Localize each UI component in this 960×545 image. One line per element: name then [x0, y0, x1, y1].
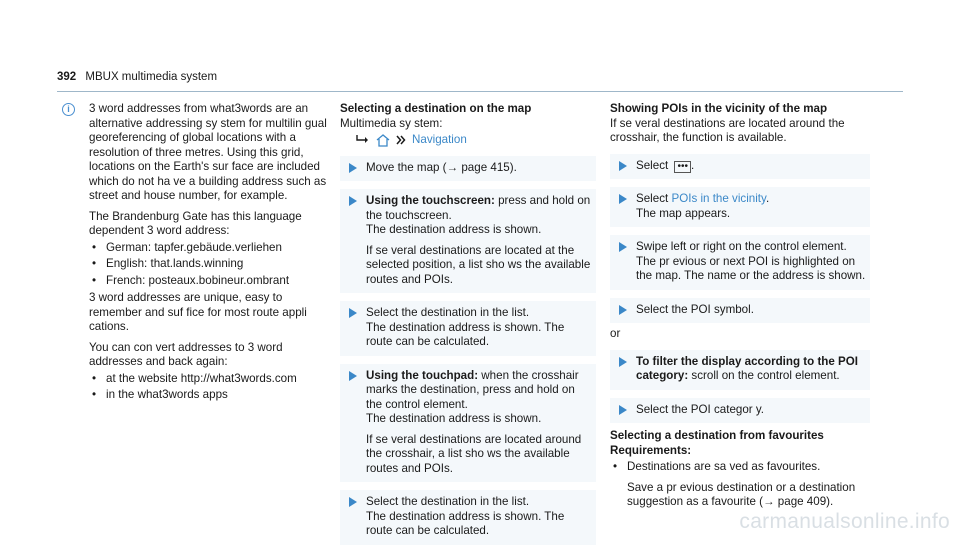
or-separator: or [610, 327, 621, 340]
step [340, 364, 596, 483]
section-subtitle: Multimedia sy stem: [340, 116, 443, 130]
step-extra: The destination address is shown. The route can be calculated. [366, 509, 565, 537]
header-rule [57, 91, 903, 92]
step-text: Select the destination in the list. [366, 495, 530, 508]
page-number: 392 [57, 71, 77, 83]
step-arrow-icon [346, 161, 360, 175]
step-select: Select [636, 192, 669, 205]
step-arrow-icon [616, 355, 630, 369]
list-item [610, 460, 870, 510]
address-list [89, 241, 327, 289]
step [610, 298, 870, 324]
step-bold: Using the touchscreen: [366, 194, 495, 207]
section-intro: If se veral destinations are located around the crosshair, the function is available. [610, 116, 845, 144]
step [610, 350, 870, 390]
step [340, 301, 596, 356]
step-text: Select ••• . [636, 158, 695, 172]
section-heading-2: Selecting a destination from favourites [610, 429, 824, 442]
step-text: Move the map (→ page 415). [366, 160, 517, 174]
step-text [366, 194, 592, 223]
info-note [62, 102, 327, 403]
section-heading: Showing POIs in the vicinity of the map [610, 102, 828, 115]
pois-in-vicinity-link[interactable]: POIs in the vicinity [671, 192, 766, 205]
step-extra: The destination address is shown. [366, 223, 542, 236]
step-arrow-icon [616, 403, 630, 417]
step-arrow-icon [346, 369, 360, 383]
step-bold: Using the touchpad: [366, 368, 479, 382]
step-extra: The pr evious or next POI is highlighted on the map. The name or the address is shown. [636, 254, 866, 282]
list-item: • French: posteaux.bobineur.ombrant [89, 274, 327, 289]
step-arrow-icon [616, 303, 630, 317]
step [610, 398, 870, 424]
note-text: 3 word addresses from what3words are an alternative addressing sy stem for multilin gual georeferencing of global locations with a resolution of three metres. Using this grid, locations on the Earth's sur face are included which do not ha ve a building address such as street and house number, for example. [89, 102, 327, 202]
home-icon [376, 134, 390, 147]
section-heading: Selecting a destination on the map [340, 102, 532, 115]
requirements-label: Requirements: [610, 443, 692, 457]
step [340, 189, 596, 293]
chevron-double-icon [396, 135, 406, 145]
requirements-list [610, 460, 870, 510]
navigation-link[interactable]: Navigation [412, 133, 467, 146]
path-arrow-icon [356, 135, 370, 145]
step-text [366, 369, 592, 413]
note-para-4: You can con vert addresses to 3 word addresses and back again: [89, 340, 283, 368]
note-para-3: 3 word addresses are unique, easy to remember and suf fice for most route appli cations. [89, 291, 307, 333]
requirement-text: Destinations are sa ved as favourites. [627, 460, 821, 473]
step-arrow-icon [346, 194, 360, 208]
step-extra-2: If se veral destinations are located at the selected position, a list sho ws the available routes and POIs. [366, 243, 591, 286]
note-para-2: The Brandenburg Gate has this language dependent 3 word address: [89, 209, 302, 237]
step [340, 490, 596, 545]
chapter-title: MBUX multimedia system [85, 71, 218, 83]
step [610, 154, 870, 180]
step-rest: when the crosshair marks the destination, press and hold on the control element. [366, 368, 579, 411]
step-arrow-icon [616, 159, 630, 173]
step-text: Select the POI categor y. [636, 402, 765, 416]
step-text: Select POIs in the vicinity. [636, 192, 770, 205]
menu-path [356, 133, 596, 148]
step [340, 156, 596, 182]
step-extra: The destination address is shown. The route can be calculated. [366, 320, 565, 348]
step-text: Select the POI symbol. [636, 302, 754, 316]
step-arrow-icon [616, 192, 630, 206]
step-select: Select [636, 158, 669, 172]
watermark: carmanualsonline.info [739, 509, 950, 533]
requirement-extra: Save a pr evious destination or a destination suggestion as a favourite (→ page 409). [627, 480, 856, 508]
step-rest: press and hold on the touchscreen. [366, 194, 591, 222]
step-extra-2: If se veral destinations are located around the crosshair, a list sho ws the available routes and POIs. [366, 432, 582, 475]
step-rest: scroll on the control element. [688, 369, 840, 382]
step-text: Select the destination in the list. [366, 306, 530, 319]
step-extra: The destination address is shown. [366, 412, 542, 425]
column-2 [340, 102, 596, 545]
list-item: • in the what3words apps [89, 388, 327, 403]
info-icon: i [62, 103, 75, 116]
step-arrow-icon [616, 240, 630, 254]
step [610, 235, 870, 290]
list-item: • at the website http://what3words.com [89, 372, 327, 387]
page-header [57, 70, 217, 85]
source-list [89, 372, 327, 403]
column-3 [610, 102, 870, 513]
step [610, 187, 870, 227]
list-item: • English: that.lands.winning [89, 257, 327, 272]
list-item: • German: tapfer.gebäude.verliehen [89, 241, 327, 256]
step-arrow-icon [346, 306, 360, 320]
step-extra: The map appears. [636, 206, 731, 220]
step-arrow-icon [346, 495, 360, 509]
step-bold: To filter the display according to the POI category: [636, 354, 859, 382]
step-text [636, 355, 866, 384]
column-1 [62, 102, 327, 406]
more-options-icon[interactable]: ••• [674, 161, 691, 173]
step-text: Swipe left or right on the control element. [636, 240, 847, 253]
